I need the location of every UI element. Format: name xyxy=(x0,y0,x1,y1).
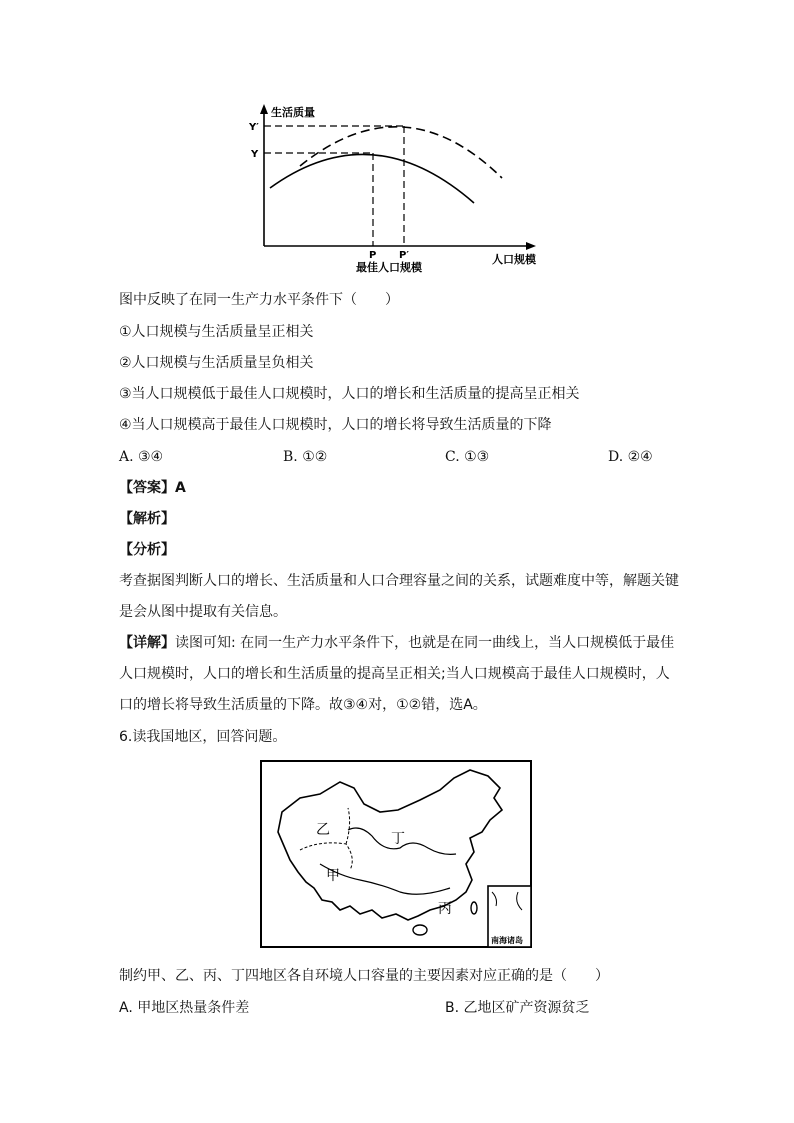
fenxi-heading: 【分析】 xyxy=(119,542,175,558)
q5-statement-2: ②人口规模与生活质量呈负相关 xyxy=(119,355,314,371)
detail-text-1: 读图可知: 在同一生产力水平条件下，也就是在同一曲线上，当人口规模低于最佳 xyxy=(175,635,675,651)
detail-label: 【详解】 xyxy=(119,635,175,651)
y-tick: Y xyxy=(251,149,259,160)
y-axis-label: 生活质量 xyxy=(271,106,315,119)
inset-label: 南海诸岛 xyxy=(491,936,523,945)
label-jia: 甲 xyxy=(326,868,340,884)
q6-question: 制约甲、乙、丙、丁四地区各自环境人口容量的主要因素对应正确的是（ ） xyxy=(119,968,609,984)
q5-statement-3: ③当人口规模低于最佳人口规模时，人口的增长和生活质量的提高呈正相关 xyxy=(119,386,580,402)
detail-line-2: 人口规模时，人口的增长和生活质量的提高呈正相关;当人口规模高于最佳人口规模时，人 xyxy=(119,666,670,682)
solid-curve xyxy=(270,154,474,203)
y-axis-arrow xyxy=(260,104,268,114)
q5-statement-1: ①人口规模与生活质量呈正相关 xyxy=(119,324,314,340)
label-bing: 丙 xyxy=(438,901,452,917)
x-caption: 最佳人口规模 xyxy=(356,261,422,274)
q5-option-a: A. ③④ xyxy=(119,449,164,465)
population-quality-graph xyxy=(240,100,550,275)
analysis-line-2: 是会从图中提取有关信息。 xyxy=(119,604,287,620)
label-yi: 乙 xyxy=(316,822,330,838)
analysis-line-1: 考查据图判断人口的增长、生活质量和人口合理容量之间的关系，试题难度中等，解题关键 xyxy=(119,573,679,589)
jiexi-heading: 【解析】 xyxy=(119,511,175,527)
q6-stem: 6.读我国地区，回答问题。 xyxy=(119,729,287,745)
q5-option-b: B. ①② xyxy=(283,449,328,465)
q5-statement-4: ④当人口规模高于最佳人口规模时，人口的增长将导致生活质量的下降 xyxy=(119,417,552,433)
x-axis-label: 人口规模 xyxy=(492,253,536,266)
china-map xyxy=(260,760,532,948)
detail-line-3: 口的增长将导致生活质量的下降。故③④对，①②错，选A。 xyxy=(119,697,487,713)
q5-option-c: C. ①③ xyxy=(445,449,490,465)
q5-stem: 图中反映了在同一生产力水平条件下（ ） xyxy=(119,292,399,308)
label-ding: 丁 xyxy=(391,831,405,847)
detail-line-1 xyxy=(119,633,674,653)
dashed-curve xyxy=(300,127,502,178)
q5-option-d: D. ②④ xyxy=(608,449,653,465)
x-axis-arrow xyxy=(526,242,536,250)
p-prime-tick: P′ xyxy=(399,250,409,261)
q6-option-a: A. 甲地区热量条件差 xyxy=(119,1000,250,1016)
y-prime-tick: Y′ xyxy=(249,122,259,133)
answer-line: 【答案】A xyxy=(119,480,186,496)
p-tick: P xyxy=(369,250,377,261)
q6-option-b: B. 乙地区矿产资源贫乏 xyxy=(445,1000,590,1016)
